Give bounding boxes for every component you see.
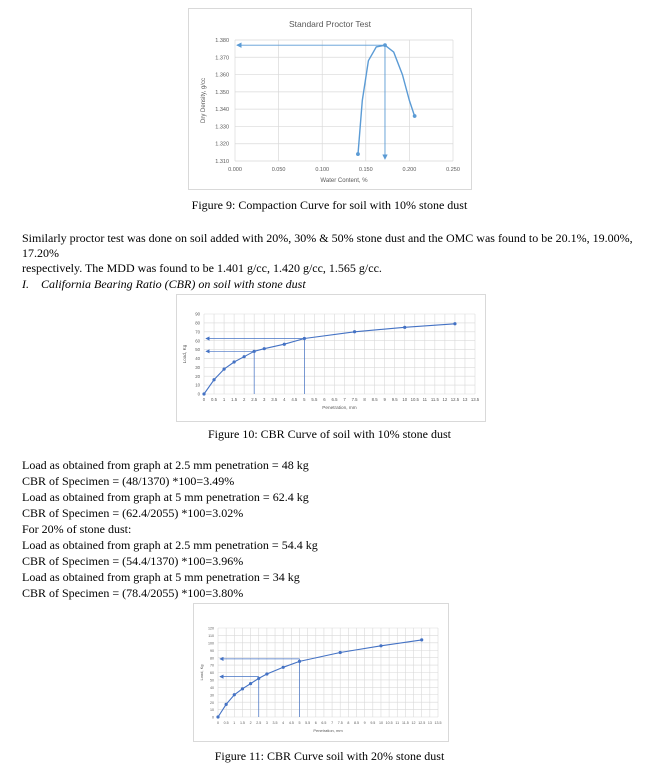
data-point bbox=[283, 343, 286, 346]
x-tick-label: 3 bbox=[265, 721, 268, 725]
x-tick-label: 1 bbox=[233, 721, 236, 725]
x-tick-label: 0.000 bbox=[228, 167, 242, 173]
data-point bbox=[379, 644, 382, 647]
y-tick-label: 100 bbox=[208, 641, 214, 646]
x-tick-label: 0 bbox=[217, 721, 219, 725]
y-tick-label: 40 bbox=[195, 356, 200, 362]
x-tick-label: 9 bbox=[363, 721, 366, 725]
y-tick-label: 50 bbox=[195, 347, 200, 353]
data-point bbox=[265, 672, 268, 675]
calc-line: Load as obtained from graph at 2.5 mm penetration = 48 kg bbox=[22, 458, 309, 472]
x-tick-label: 5.5 bbox=[305, 721, 311, 725]
x-tick-label: 7.5 bbox=[351, 397, 358, 402]
data-point bbox=[453, 322, 456, 325]
data-point bbox=[241, 687, 244, 690]
x-tick-label: 11 bbox=[395, 721, 400, 725]
x-tick-label: 12 bbox=[411, 721, 416, 725]
x-tick-label: 9.5 bbox=[370, 721, 376, 725]
x-tick-label: 0.100 bbox=[315, 167, 330, 173]
x-tick-label: 10.5 bbox=[410, 397, 419, 402]
x-tick-label: 9.5 bbox=[391, 397, 398, 402]
y-tick-label: 1.310 bbox=[215, 159, 229, 165]
calc-line: Load as obtained from graph at 2.5 mm penetration = 54.4 kg bbox=[22, 538, 318, 552]
data-point bbox=[303, 337, 306, 340]
data-point bbox=[413, 114, 417, 118]
x-tick-label: 12.5 bbox=[418, 721, 426, 725]
y-tick-label: 1.330 bbox=[215, 124, 229, 131]
x-tick-label: 5 bbox=[298, 721, 301, 725]
figure-9-caption: Figure 9: Compaction Curve for soil with 10% stone dust bbox=[191, 198, 468, 212]
data-point bbox=[253, 350, 256, 353]
y-tick-label: 50 bbox=[210, 678, 214, 683]
y-tick-label: 60 bbox=[210, 671, 214, 676]
data-point bbox=[216, 715, 219, 718]
x-tick-label: 0.250 bbox=[446, 167, 460, 173]
data-point bbox=[298, 660, 301, 663]
x-tick-label: 10 bbox=[378, 721, 383, 725]
y-axis-label: Load, Kg bbox=[182, 344, 187, 364]
x-axis-label: Penetration, mm bbox=[322, 405, 357, 410]
x-tick-label: 5.5 bbox=[311, 397, 318, 402]
series-line bbox=[358, 45, 415, 154]
x-tick-label: 13.5 bbox=[470, 397, 480, 402]
cbr-10-chart bbox=[177, 295, 485, 421]
data-point bbox=[403, 326, 406, 329]
x-tick-label: 6 bbox=[323, 397, 326, 402]
y-axis-label: Dry Density, g/cc bbox=[201, 78, 207, 123]
x-tick-label: 4 bbox=[283, 397, 286, 402]
cbr-20-chart bbox=[194, 604, 448, 741]
calc-line: CBR of Specimen = (78.4/2055) *100=3.80% bbox=[22, 586, 244, 600]
cbr-10-chart-frame bbox=[176, 294, 486, 422]
section-heading-cbr: I. California Bearing Ratio (CBR) on soil with stone dust bbox=[22, 277, 306, 291]
x-tick-label: 8.5 bbox=[371, 397, 378, 402]
x-tick-label: 10.5 bbox=[385, 721, 393, 725]
data-point bbox=[249, 682, 252, 685]
calc-line: CBR of Specimen = (62.4/2055) *100=3.02% bbox=[22, 506, 244, 520]
data-point bbox=[339, 651, 342, 654]
data-point bbox=[202, 392, 205, 395]
x-tick-label: 8.5 bbox=[354, 721, 360, 725]
y-tick-label: 0 bbox=[212, 715, 214, 720]
y-tick-label: 80 bbox=[195, 320, 200, 326]
x-tick-label: 13 bbox=[427, 721, 432, 725]
x-tick-label: 3.5 bbox=[271, 397, 278, 402]
x-tick-label: 6.5 bbox=[321, 721, 327, 725]
x-tick-label: 0.150 bbox=[358, 167, 373, 173]
y-tick-label: 10 bbox=[210, 708, 214, 713]
y-axis-label: Load, Kg bbox=[199, 664, 204, 681]
y-tick-label: 1.320 bbox=[215, 141, 229, 148]
x-tick-label: 7 bbox=[343, 397, 346, 402]
y-tick-label: 1.350 bbox=[215, 89, 229, 96]
proctor-chart-frame bbox=[188, 8, 472, 190]
calc-line: CBR of Specimen = (54.4/1370) *100=3.96% bbox=[22, 554, 244, 568]
x-tick-label: 1.5 bbox=[231, 397, 238, 402]
calc-line: For 20% of stone dust: bbox=[22, 522, 132, 536]
x-tick-label: 11.5 bbox=[430, 397, 439, 402]
x-tick-label: 1 bbox=[222, 397, 226, 402]
data-point bbox=[233, 693, 236, 696]
x-axis-label: Water Content, % bbox=[320, 178, 368, 184]
y-tick-label: 70 bbox=[195, 329, 200, 335]
y-tick-label: 0 bbox=[197, 391, 200, 397]
y-tick-label: 60 bbox=[195, 338, 200, 344]
y-tick-label: 90 bbox=[195, 311, 200, 317]
cbr-20-chart-frame bbox=[193, 603, 449, 742]
x-tick-label: 2.5 bbox=[256, 721, 262, 725]
x-tick-label: 10 bbox=[402, 397, 408, 402]
y-tick-label: 90 bbox=[210, 648, 214, 653]
x-tick-label: 0.5 bbox=[211, 397, 218, 402]
x-tick-label: 3 bbox=[263, 397, 266, 402]
x-tick-label: 1.5 bbox=[239, 721, 245, 725]
data-point bbox=[212, 378, 215, 381]
x-tick-label: 2 bbox=[242, 397, 246, 402]
x-tick-label: 12 bbox=[442, 397, 448, 402]
y-tick-label: 1.370 bbox=[215, 55, 229, 62]
calc-line: CBR of Specimen = (48/1370) *100=3.49% bbox=[22, 474, 235, 488]
x-tick-label: 0.200 bbox=[402, 167, 417, 173]
chart-title: Standard Proctor Test bbox=[288, 19, 372, 29]
x-tick-label: 0 bbox=[202, 397, 206, 402]
x-tick-label: 9 bbox=[383, 397, 386, 402]
y-tick-label: 40 bbox=[210, 685, 214, 690]
y-tick-label: 70 bbox=[210, 663, 214, 668]
data-point bbox=[420, 638, 423, 641]
x-tick-label: 7 bbox=[331, 721, 334, 725]
x-tick-label: 13.5 bbox=[434, 721, 442, 725]
x-tick-label: 11.5 bbox=[402, 721, 409, 725]
x-tick-label: 12.5 bbox=[450, 397, 460, 402]
x-tick-label: 6.5 bbox=[331, 397, 338, 402]
data-point bbox=[233, 360, 236, 363]
x-tick-label: 4 bbox=[282, 721, 285, 725]
figure-11-caption: Figure 11: CBR Curve soil with 20% stone dust bbox=[214, 749, 445, 763]
proctor-chart bbox=[189, 9, 471, 189]
data-point bbox=[263, 347, 266, 350]
y-tick-label: 80 bbox=[210, 656, 214, 661]
data-point bbox=[282, 666, 285, 669]
y-tick-label: 10 bbox=[195, 382, 200, 388]
paragraph-line-2: respectively. The MDD was found to be 1.401 g/cc, 1.420 g/cc, 1.565 g/cc. bbox=[22, 261, 382, 275]
data-point bbox=[243, 355, 246, 358]
x-tick-label: 7.5 bbox=[337, 721, 343, 725]
y-tick-label: 110 bbox=[208, 634, 214, 639]
x-tick-label: 6 bbox=[314, 721, 317, 725]
series-line bbox=[218, 640, 422, 717]
y-tick-label: 20 bbox=[210, 700, 214, 705]
omc-mdd-paragraph bbox=[22, 231, 652, 276]
x-tick-label: 13 bbox=[462, 397, 468, 402]
x-tick-label: 2 bbox=[249, 721, 252, 725]
data-point bbox=[225, 703, 228, 706]
x-tick-label: 4.5 bbox=[288, 721, 294, 725]
paragraph-line-1: Similarly proctor test was done on soil added with 20%, 30% & 50% stone dust and the OMC was found to be 20.1%, 19.00%, 17.20% bbox=[22, 231, 633, 260]
data-point bbox=[257, 677, 260, 680]
data-point bbox=[356, 152, 360, 156]
y-tick-label: 1.340 bbox=[215, 107, 229, 114]
y-tick-label: 120 bbox=[208, 626, 214, 631]
calc-line: Load as obtained from graph at 5 mm penetration = 62.4 kg bbox=[22, 490, 309, 504]
x-tick-label: 0.050 bbox=[271, 167, 286, 173]
x-tick-label: 3.5 bbox=[272, 721, 278, 725]
data-point bbox=[222, 368, 225, 371]
y-tick-label: 1.380 bbox=[215, 38, 229, 44]
y-tick-label: 30 bbox=[210, 693, 214, 698]
figure-10-caption: Figure 10: CBR Curve of soil with 10% stone dust bbox=[208, 427, 451, 441]
series-line bbox=[204, 324, 455, 394]
x-tick-label: 8 bbox=[347, 721, 350, 725]
x-tick-label: 4.5 bbox=[291, 397, 298, 402]
x-tick-label: 5 bbox=[303, 397, 306, 402]
y-tick-label: 20 bbox=[195, 373, 200, 379]
x-tick-label: 8 bbox=[363, 397, 366, 402]
x-tick-label: 2.5 bbox=[251, 397, 258, 402]
x-tick-label: 11 bbox=[422, 397, 428, 402]
y-tick-label: 1.360 bbox=[215, 72, 229, 79]
x-tick-label: 0.5 bbox=[223, 721, 229, 725]
y-tick-label: 30 bbox=[195, 364, 200, 370]
data-point bbox=[353, 330, 356, 333]
calc-line: Load as obtained from graph at 5 mm penetration = 34 kg bbox=[22, 570, 300, 584]
x-axis-label: Penetration, mm bbox=[313, 728, 343, 733]
